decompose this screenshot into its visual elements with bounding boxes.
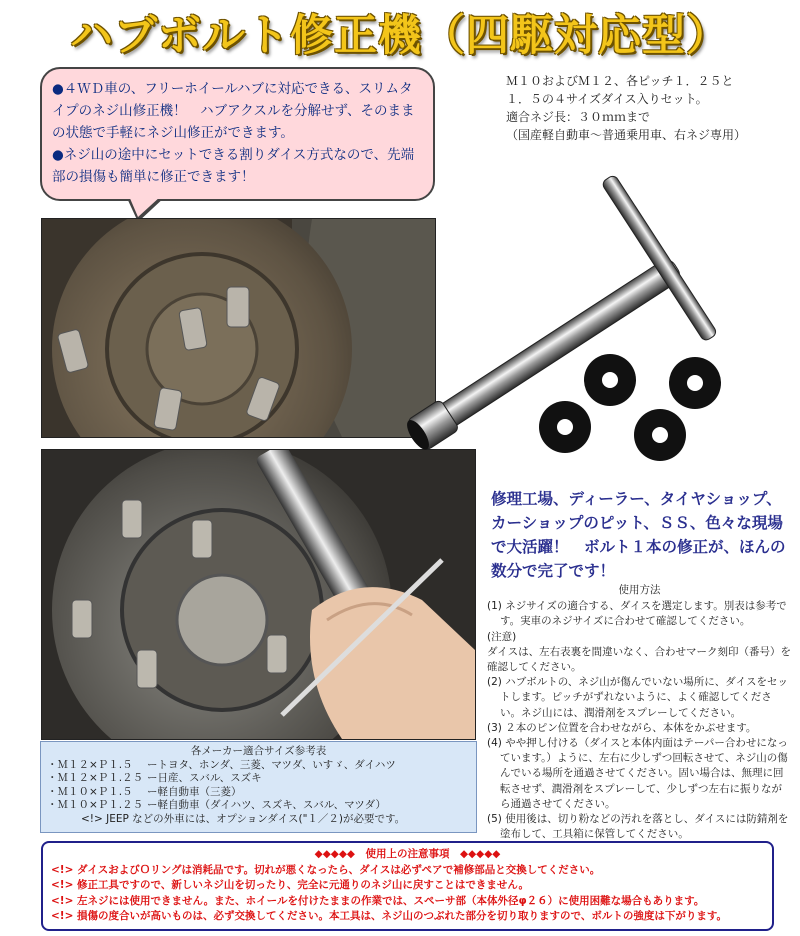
caution-item: <!> 左ネジには使用できません。また、ホイールを付けたままの作業では、スペーサ部（本体外径φ２６）に使用困難な場合もあります。 [51, 894, 705, 907]
maker-note: <!> JEEP などの外車には、オプションダイス("１／２)が必要です。 [81, 812, 406, 825]
usage-step-4: (4) やや押し付ける（ダイスと本体内面はテーパー合わせになっています。）ように、左右に少しずつ回転させて、ネジ山の傷んでいる場所を通過させてください。固い場合は、無理に回転させず、潤滑剤をスプレーして、少しずつ左右に振りながら通過させてください。 [487, 737, 788, 810]
spec-line: （国産軽自動車〜普通乗用車、右ネジ専用） [506, 128, 747, 142]
usage-step-5: (5) 使用後は、切り粉などの汚れを落とし、ダイスには防錆剤を塗布して、工具箱に保管してください。 [487, 813, 789, 841]
table-row [47, 772, 470, 786]
usage-step-1: (1) ネジサイズの適合する、ダイスを選定します。別表は参考です。実車のネジサイズに合わせて確認してください。 [487, 600, 787, 628]
hub-photo [41, 218, 436, 438]
caution-item: <!> 損傷の度合いが高いものは、必ず交換してください。本工具は、ネジ山のつぶれた部分を切り取りますので、ボルトの強度は下がります。 [51, 910, 727, 922]
makers-cell: ートヨタ、ホンダ、三菱、マツダ、いすゞ、ダイハツ [147, 758, 396, 771]
maker-size-table [40, 741, 477, 833]
makers-cell: ー日産、スバル、スズキ [147, 772, 262, 784]
feature-text-2: ●ネジ山の途中にセットできる割りダイス方式なので、先端部の損傷も簡単に修正できます！ [52, 147, 415, 185]
usage-note-label: (注意) [487, 630, 517, 643]
spec-line: １．５の４サイズダイス入りセット。 [506, 92, 708, 106]
promo-text: 修理工場、ディーラー、タイヤショップ、カーショップのピット、ＳＳ、色々な現場で大活躍！ ボルト１本の修正が、ほんの数分で完了です！ [491, 490, 786, 580]
usage-instructions [487, 583, 792, 842]
page-title: ハブボルト修正機（四駆対応型） [70, 11, 730, 61]
usage-step-3: (3) ２本のピン位置を合わせながら、本体をかぶせます。 [487, 721, 757, 734]
spec-line: Ｍ１０およびＭ１２、各ピッチ１．２５と [506, 74, 734, 88]
feature-text-1: ●４ＷＤ車の、フリーホイールハブに対応できる、スリムタイプのネジ山修正機！ ハブアクスルを分解せず、そのままの状態で手軽にネジ山修正ができます。 [52, 81, 415, 141]
table-row [47, 799, 470, 813]
size-cell: ・Ｍ１２×Ｐ１.５ [47, 758, 133, 771]
usage-title: 使用方法 [618, 584, 661, 596]
tool-in-use-photo [41, 449, 476, 740]
product-specs [506, 72, 796, 144]
makers-cell: ー軽自動車（ダイハツ、スズキ、スバル、マツダ） [147, 799, 386, 811]
table-row [47, 786, 470, 800]
product-photo [380, 175, 785, 480]
feature-bubble [40, 67, 435, 201]
size-cell: ・Ｍ１０×Ｐ１.２５ [47, 799, 144, 811]
caution-item: <!> 修正工具ですので、新しいネジ山を切ったり、完全に元通りのネジ山に戻すことはできません。 [51, 879, 529, 891]
size-cell: ・Ｍ１２×Ｐ１.２５ [47, 772, 144, 784]
size-cell: ・Ｍ１０×Ｐ１.５ [47, 785, 133, 798]
spec-line: 適合ネジ長：３０ｍｍまで [506, 110, 651, 124]
maker-table-title: 各メーカー適合サイズ参考表 [190, 745, 327, 757]
usage-note: ダイスは、左右表裏を間違いなく、合わせマーク刻印（番号）を確認してください。 [487, 645, 791, 674]
bubble-tail-fill [129, 196, 161, 217]
table-row [47, 759, 470, 773]
caution-box [41, 841, 774, 931]
caution-item: <!> ダイスおよびＯリングは消耗品です。切れが悪くなったら、ダイスは必ずペアで補修部品と交換してください。 [51, 863, 601, 876]
caution-title: ◆◆◆◆◆ 使用上の注意事項 ◆◆◆◆◆ [314, 848, 501, 860]
makers-cell: ー軽自動車（三菱） [147, 785, 242, 798]
usage-step-2: (2) ハブボルトの、ネジ山が傷んでいない場所に、ダイスをセットします。ピッチがずれないように、よく確認してください。ネジ山には、潤滑剤をスプレーしてください。 [487, 676, 788, 719]
